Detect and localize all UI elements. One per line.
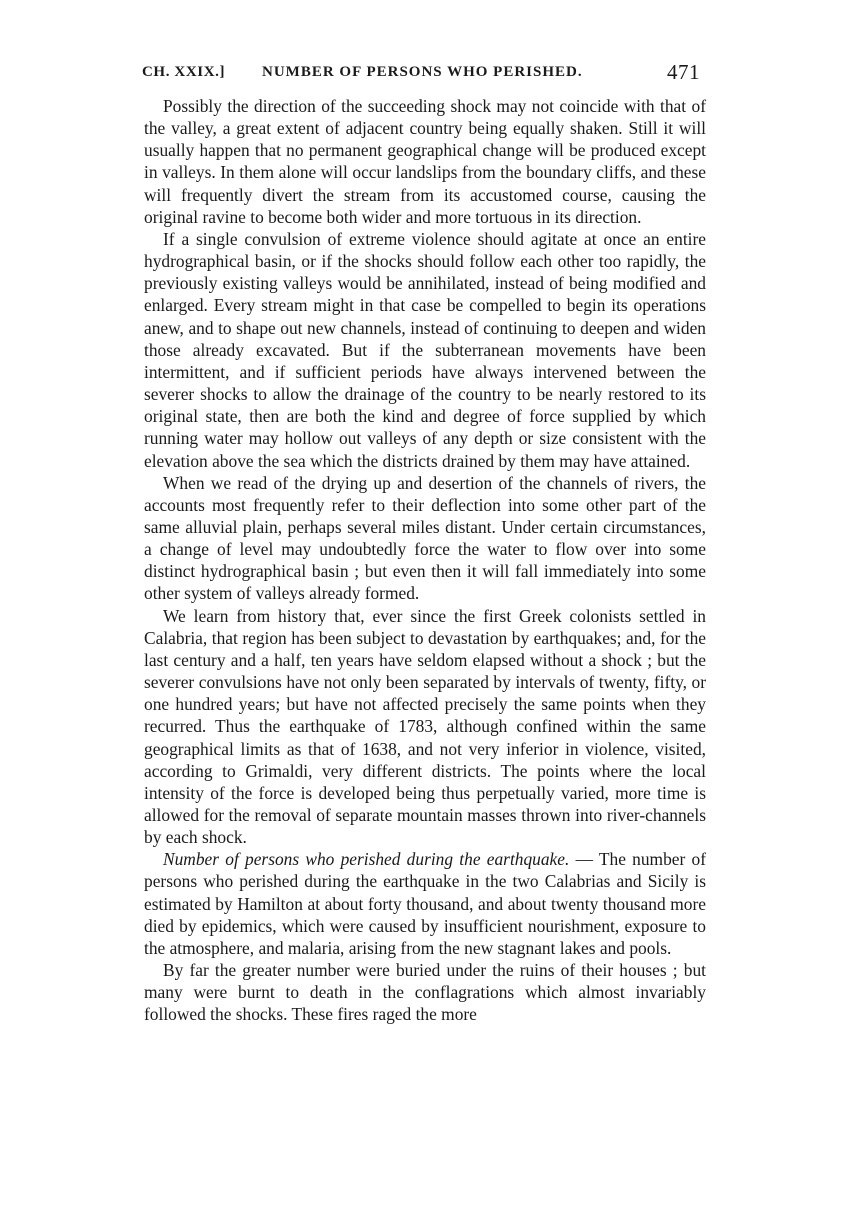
body-text bbox=[144, 95, 706, 1026]
paragraph: We learn from history that, ever since the first Greek colonists settled in Calabria, that region has been subject to devastation by earthquakes; and, for the last century and a half, ten years have seldom elapsed without a shock ; but the severer convulsions have not only been separated by intervals of twenty, fifty, or one hundred years; but have not affected precisely the same points when they recurred. Thus the earthquake of 1783, although confined within the same geographical limits as that of 1638, and not very inferior in violence, visited, according to Grimaldi, very different districts. The points where the local intensity of the force is developed being thus perpetually varied, more time is allowed for the removal of separate mountain masses thrown into river-channels by each shock. bbox=[144, 605, 706, 848]
paragraph-with-side-heading bbox=[144, 848, 706, 959]
page-number: 471 bbox=[667, 60, 700, 84]
chapter-label: CH. XXIX.] bbox=[142, 64, 226, 80]
paragraph: If a single convulsion of extreme violence should agitate at once an entire hydrographical basin, or if the shocks should follow each other too rapidly, the previously existing valleys would be annihilated, instead of being modified and enlarged. Every stream might in that case be compelled to begin its operations anew, and to shape out new channels, instead of continuing to deepen and widen those already excavated. But if the subterranean movements have been intermittent, and if sufficient periods have always intervened between the severer shocks to allow the drainage of the country to be nearly restored to its original state, then are both the kind and degree of force supplied by which running water may hollow out valleys of any depth or size consistent with the elevation above the sea which the districts drained by them may have attained. bbox=[144, 228, 706, 471]
running-title: NUMBER OF PERSONS WHO PERISHED. bbox=[262, 64, 583, 80]
heading-dash: — bbox=[569, 849, 599, 870]
side-heading: Number of persons who perished during the earthquake. bbox=[163, 849, 570, 870]
running-head bbox=[142, 62, 710, 86]
paragraph: By far the greater number were buried under the ruins of their houses ; but many were burnt to death in the conflagrations which almost invariably followed the shocks. These fires raged the more bbox=[144, 960, 706, 1025]
paragraph-text: The number of persons who perished during the earthquake in the two Calabrias and Sicily is estimated by Hamilton at about forty thousand, and about twenty thousand more died by epidemics, which were caused by insufficient nourishment, exposure to the atmosphere, and malaria, arising from the new stagnant lakes and pools. bbox=[144, 849, 706, 958]
paragraph: Possibly the direction of the succeeding shock may not coincide with that of the valley, a great extent of adjacent country being equally shaken. Still it will usually happen that no permanent geographical change will be produced except in valleys. In them alone will occur landslips from the boundary cliffs, and these will frequently divert the stream from its accustomed course, causing the original ravine to become both wider and more tortuous in its direction. bbox=[144, 96, 706, 227]
paragraph: When we read of the drying up and desertion of the channels of rivers, the accounts most frequently refer to their deflection into some other part of the same alluvial plain, perhaps several miles distant. Under certain circumstances, a change of level may undoubtedly force the water to flow over into some distinct hydrographical basin ; but even then it will fall immediately into some other system of valleys already formed. bbox=[144, 472, 706, 604]
